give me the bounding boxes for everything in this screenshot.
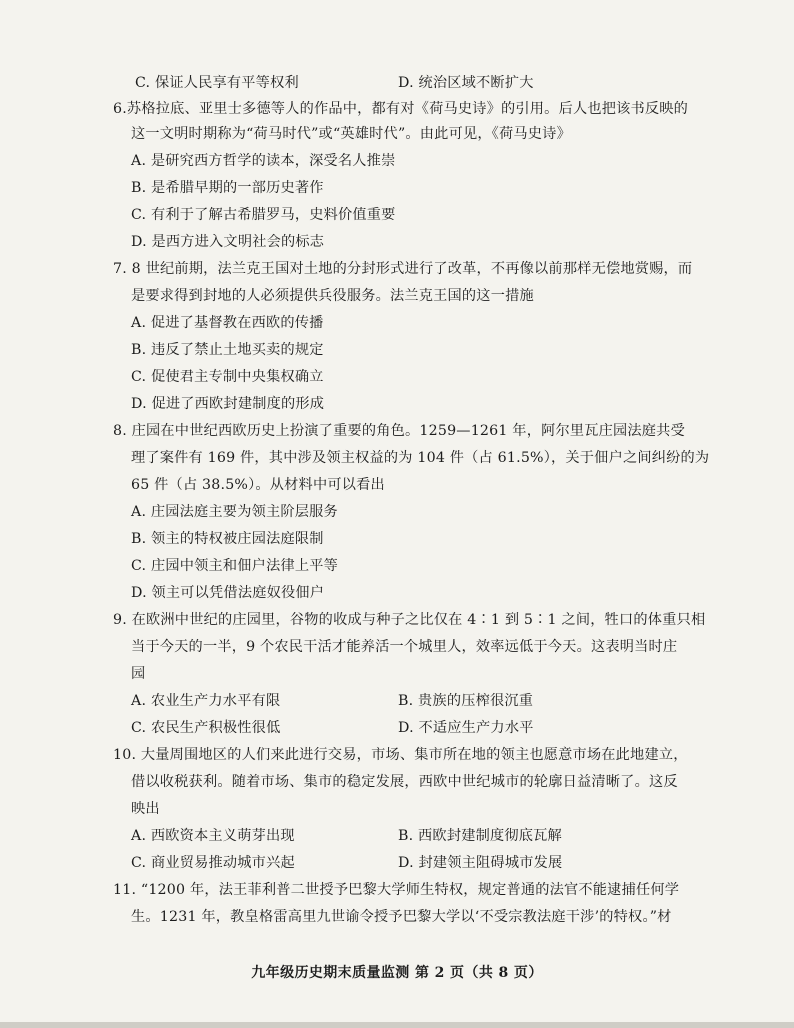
q9-option-d: D. 不适应生产力水平 bbox=[398, 720, 534, 736]
q8-option-d: D. 领主可以凭借法庭奴役佃户 bbox=[131, 585, 325, 601]
q6-option-b: B. 是希腊早期的一部历史著作 bbox=[131, 180, 324, 196]
q11-stem-line-2: 生。1231 年，教皇格雷高里九世谕令授予巴黎大学以‘不受宗教法庭干涉’的特权。”材 bbox=[131, 909, 672, 925]
q10-option-a: A. 西欧资本主义萌芽出现 bbox=[131, 828, 295, 844]
q5-option-c: C. 保证人民享有平等权利 bbox=[135, 75, 299, 91]
q10-stem-line-1: 10. 大量周围地区的人们来此进行交易，市场、集市所在地的领主也愿意市场在此地建立， bbox=[113, 747, 688, 763]
q10-option-b: B. 西欧封建制度彻底瓦解 bbox=[398, 828, 562, 844]
q10-option-c: C. 商业贸易推动城市兴起 bbox=[131, 855, 295, 871]
q6-stem-line-1: 6.苏格拉底、亚里士多德等人的作品中，都有对《荷马史诗》的引用。后人也把该书反映的 bbox=[113, 101, 689, 117]
q11-stem-line-1: 11. “1200 年，法王菲利普二世授予巴黎大学师生特权，规定普通的法官不能逮捕任何学 bbox=[113, 882, 680, 898]
q9-stem-line-3: 园 bbox=[131, 666, 146, 682]
q7-stem-line-2: 是要求得到封地的人必须提供兵役服务。法兰克王国的这一措施 bbox=[131, 288, 534, 304]
q9-stem-line-2: 当于今天的一半，9 个农民干活才能养活一个城里人，效率远低于今天。这表明当时庄 bbox=[131, 639, 678, 655]
scan-bottom-edge bbox=[0, 1022, 794, 1028]
q10-option-d: D. 封建领主阻碍城市发展 bbox=[398, 855, 563, 871]
q8-option-b: B. 领主的特权被庄园法庭限制 bbox=[131, 531, 324, 547]
q7-option-b: B. 违反了禁止土地买卖的规定 bbox=[131, 342, 324, 358]
q9-stem-line-1: 9. 在欧洲中世纪的庄园里，谷物的收成与种子之比仅在 4∶1 到 5∶1 之间，牲口的体重只相 bbox=[113, 612, 706, 628]
q8-stem-line-3: 65 件（占 38.5%）。从材料中可以看出 bbox=[131, 477, 385, 493]
q8-option-c: C. 庄园中领主和佃户法律上平等 bbox=[131, 558, 339, 574]
q7-option-d: D. 促进了西欧封建制度的形成 bbox=[131, 396, 325, 412]
q9-option-a: A. 农业生产力水平有限 bbox=[131, 693, 281, 709]
q9-option-c: C. 农民生产积极性很低 bbox=[131, 720, 281, 736]
q6-option-d: D. 是西方进入文明社会的标志 bbox=[131, 234, 325, 250]
q5-option-d: D. 统治区域不断扩大 bbox=[398, 75, 534, 91]
q8-stem-line-2: 理了案件有 169 件，其中涉及领主权益的为 104 件（占 61.5%），关于佃户之间纠纷的为 bbox=[131, 450, 710, 466]
q9-option-b: B. 贵族的压榨很沉重 bbox=[398, 693, 534, 709]
page-footer: 九年级历史期末质量监测 第 2 页（共 8 页） bbox=[251, 965, 543, 981]
q8-option-a: A. 庄园法庭主要为领主阶层服务 bbox=[131, 504, 338, 520]
q6-stem-line-2: 这一文明时期称为“荷马时代”或“英雄时代”。由此可见，《荷马史诗》 bbox=[131, 126, 571, 142]
q6-option-a: A. 是研究西方哲学的读本，深受名人推崇 bbox=[131, 153, 396, 169]
q10-stem-line-3: 映出 bbox=[131, 801, 160, 817]
q6-option-c: C. 有利于了解古希腊罗马，史料价值重要 bbox=[131, 207, 396, 223]
q7-option-a: A. 促进了基督教在西欧的传播 bbox=[131, 315, 324, 331]
q7-stem-line-1: 7. 8 世纪前期，法兰克王国对土地的分封形式进行了改革，不再像以前那样无偿地赏赐，而 bbox=[113, 261, 693, 277]
q8-stem-line-1: 8. 庄园在中世纪西欧历史上扮演了重要的角色。1259—1261 年，阿尔里瓦庄园法庭共受 bbox=[113, 423, 685, 439]
q7-option-c: C. 促使君主专制中央集权确立 bbox=[131, 369, 324, 385]
q10-stem-line-2: 借以收税获利。随着市场、集市的稳定发展，西欧中世纪城市的轮廓日益清晰了。这反 bbox=[131, 774, 678, 790]
